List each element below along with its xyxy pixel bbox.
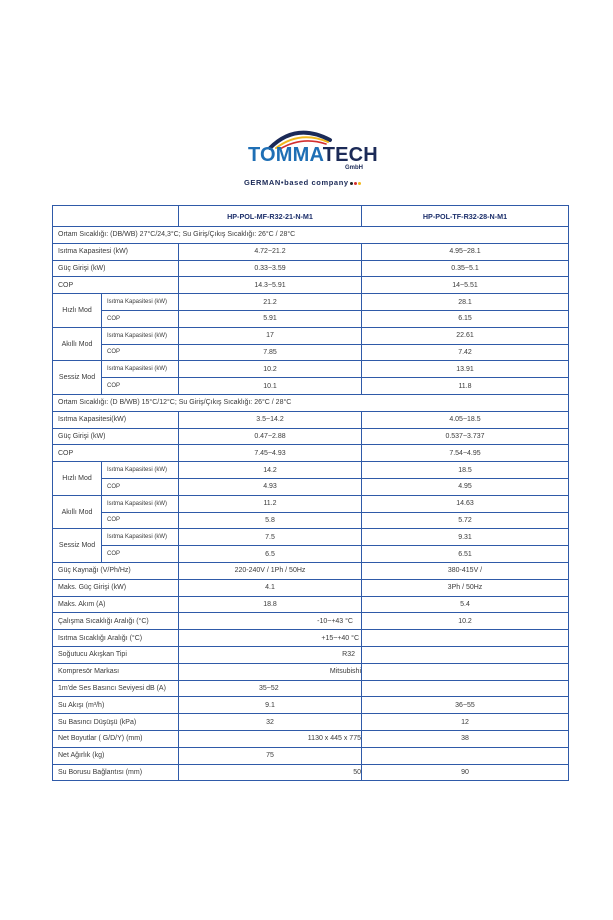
model-2-value: 6.15 — [362, 310, 569, 327]
model-1-value: 50 — [179, 764, 362, 781]
model-2-value: 14.63 — [362, 495, 569, 512]
row-label: Güç Girişi (kW) — [53, 428, 179, 445]
model-1-value: 35~52 — [179, 680, 362, 697]
model-1-value: 7.5 — [179, 529, 362, 546]
row-label: Kompresör Markası — [53, 663, 179, 680]
model-2-value: 3Ph / 50Hz — [362, 579, 569, 596]
section-2-title: Ortam Sıcaklığı: (D B/WB) 15°C/12°C; Su Giriş/Çıkış Sıcaklığı: 26°C / 28°C — [53, 394, 569, 411]
sub-label: Isıtma Kapasitesi (kW) — [102, 327, 179, 344]
model-2-value: 0.35~5.1 — [362, 260, 569, 277]
table-row — [53, 562, 569, 579]
company-logo — [236, 128, 386, 190]
table-row — [53, 579, 569, 596]
table-row — [53, 646, 569, 663]
spec-table — [52, 205, 569, 781]
model-1-value: -10~+43 °C — [179, 613, 362, 630]
sub-label: COP — [102, 344, 179, 361]
model-1-value: 14.2 — [179, 462, 362, 479]
table-row — [53, 462, 569, 479]
table-row — [53, 445, 569, 462]
model-1-value: 0.33~3.59 — [179, 260, 362, 277]
table-row — [53, 730, 569, 747]
model-2-value: 4.95 — [362, 478, 569, 495]
model-1-value: 0.47~2.88 — [179, 428, 362, 445]
table-row — [53, 680, 569, 697]
mode-label: Hızlı Mod — [53, 294, 102, 328]
row-label: 1m'de Ses Basıncı Seviyesi dB (A) — [53, 680, 179, 697]
model-1-value: +15~+40 °C — [179, 630, 362, 647]
sub-label: COP — [102, 478, 179, 495]
row-label: Net Boyutlar ( G/D/Y) (mm) — [53, 730, 179, 747]
row-label: Isıtma Sıcaklığı Aralığı (°C) — [53, 630, 179, 647]
row-label: Su Borusu Bağlantısı (mm) — [53, 764, 179, 781]
model-2-value: 18.5 — [362, 462, 569, 479]
model-1-value: 4.93 — [179, 478, 362, 495]
section-1-title: Ortam Sıcaklığı: (DB/WB) 27°C/24,3°C; Su Giriş/Çıkış Sıcaklığı: 26°C / 28°C — [53, 227, 569, 244]
model-2-value: 12 — [362, 714, 569, 731]
model-2-value: 4.95~28.1 — [362, 243, 569, 260]
mode-label: Akıllı Mod — [53, 327, 102, 361]
model-2-value: 90 — [362, 764, 569, 781]
table-row — [53, 697, 569, 714]
table-row — [53, 310, 569, 327]
model-2-value: 28.1 — [362, 294, 569, 311]
row-label: Soğutucu Akışkan Tipi — [53, 646, 179, 663]
mode-label: Sessiz Mod — [53, 529, 102, 563]
logo-gmbh: GmbH — [345, 165, 363, 171]
model-1-value: 9.1 — [179, 697, 362, 714]
model-2-value — [362, 680, 569, 697]
model-1-value: 17 — [179, 327, 362, 344]
model-1-value: Mitsubishi — [179, 663, 362, 680]
sub-label: Isıtma Kapasitesi (kW) — [102, 462, 179, 479]
table-row — [53, 327, 569, 344]
model-2-value: 36~55 — [362, 697, 569, 714]
model-2-value: 5.72 — [362, 512, 569, 529]
row-label: Su Akışı (m³/h) — [53, 697, 179, 714]
model-1-header: HP-POL-MF-R32-21-N-M1 — [179, 206, 362, 227]
model-2-value: 0.537~3.737 — [362, 428, 569, 445]
model-2-value — [362, 630, 569, 647]
sub-label: Isıtma Kapasitesi (kW) — [102, 529, 179, 546]
model-2-value: 22.61 — [362, 327, 569, 344]
table-row — [53, 613, 569, 630]
sub-label: Isıtma Kapasitesi (kW) — [102, 294, 179, 311]
table-row — [53, 344, 569, 361]
mode-label: Sessiz Mod — [53, 361, 102, 395]
row-label: Güç Kaynağı (V/Ph/Hz) — [53, 562, 179, 579]
sub-label: Isıtma Kapasitesi (kW) — [102, 495, 179, 512]
model-1-value: R32 — [179, 646, 362, 663]
model-1-value: 21.2 — [179, 294, 362, 311]
model-2-value: 5.4 — [362, 596, 569, 613]
model-2-value: 38 — [362, 730, 569, 747]
sub-label: COP — [102, 546, 179, 563]
model-2-value: 380-415V / — [362, 562, 569, 579]
sub-label: COP — [102, 512, 179, 529]
model-2-value: 9.31 — [362, 529, 569, 546]
table-row — [53, 546, 569, 563]
row-label: COP — [53, 277, 179, 294]
model-2-value: 13.91 — [362, 361, 569, 378]
row-label: Isıtma Kapasitesi (kW) — [53, 243, 179, 260]
logo-wordmark: TOMMATECH — [248, 144, 378, 166]
logo-tagline: GERMAN•based company — [244, 178, 361, 187]
model-2-value: 6.51 — [362, 546, 569, 563]
model-2-value: 10.2 — [362, 613, 569, 630]
row-label: Su Basıncı Düşüşü (kPa) — [53, 714, 179, 731]
model-1-value: 14.3~5.91 — [179, 277, 362, 294]
sub-label: COP — [102, 378, 179, 395]
model-1-value: 220-240V / 1Ph / 50Hz — [179, 562, 362, 579]
model-2-value: 7.54~4.95 — [362, 445, 569, 462]
row-label: Maks. Akım (A) — [53, 596, 179, 613]
model-1-value: 10.1 — [179, 378, 362, 395]
table-row — [53, 747, 569, 764]
row-label: COP — [53, 445, 179, 462]
row-label: Çalışma Sıcaklığı Aralığı (°C) — [53, 613, 179, 630]
table-row — [53, 596, 569, 613]
mode-label: Akıllı Mod — [53, 495, 102, 529]
model-1-value: 18.8 — [179, 596, 362, 613]
sub-label: Isıtma Kapasitesi (kW) — [102, 361, 179, 378]
model-1-value: 32 — [179, 714, 362, 731]
model-1-value: 5.8 — [179, 512, 362, 529]
model-1-value: 7.45~4.93 — [179, 445, 362, 462]
model-1-value: 11.2 — [179, 495, 362, 512]
model-1-value: 5.91 — [179, 310, 362, 327]
model-1-value: 7.85 — [179, 344, 362, 361]
table-row — [53, 260, 569, 277]
table-row — [53, 428, 569, 445]
table-row — [53, 714, 569, 731]
model-1-value: 3.5~14.2 — [179, 411, 362, 428]
sub-label: COP — [102, 310, 179, 327]
table-row — [53, 764, 569, 781]
table-row — [53, 663, 569, 680]
table-row — [53, 294, 569, 311]
model-1-value: 4.1 — [179, 579, 362, 596]
table-row — [53, 478, 569, 495]
row-label: Net Ağırlık (kg) — [53, 747, 179, 764]
model-2-value — [362, 747, 569, 764]
section-title-row — [53, 394, 569, 411]
model-1-value: 4.72~21.2 — [179, 243, 362, 260]
model-2-value — [362, 663, 569, 680]
section-title-row — [53, 227, 569, 244]
model-2-value: 14~5.51 — [362, 277, 569, 294]
table-row — [53, 630, 569, 647]
model-2-value: 7.42 — [362, 344, 569, 361]
table-row — [53, 378, 569, 395]
model-2-header: HP-POL-TF-R32-28-N-M1 — [362, 206, 569, 227]
model-1-value: 75 — [179, 747, 362, 764]
table-row — [53, 361, 569, 378]
table-header-row — [53, 206, 569, 227]
model-1-value: 10.2 — [179, 361, 362, 378]
row-label: Maks. Güç Girişi (kW) — [53, 579, 179, 596]
table-row — [53, 495, 569, 512]
mode-label: Hızlı Mod — [53, 462, 102, 496]
model-1-value: 6.5 — [179, 546, 362, 563]
table-row — [53, 512, 569, 529]
model-1-value: 1130 x 445 x 775 — [179, 730, 362, 747]
table-row — [53, 243, 569, 260]
table-row — [53, 529, 569, 546]
table-row — [53, 411, 569, 428]
table-row — [53, 277, 569, 294]
header-blank-cell — [53, 206, 179, 227]
model-2-value: 4.05~18.5 — [362, 411, 569, 428]
model-2-value: 11.8 — [362, 378, 569, 395]
row-label: Isıtma Kapasitesi(kW) — [53, 411, 179, 428]
row-label: Güç Girişi (kW) — [53, 260, 179, 277]
model-2-value — [362, 646, 569, 663]
